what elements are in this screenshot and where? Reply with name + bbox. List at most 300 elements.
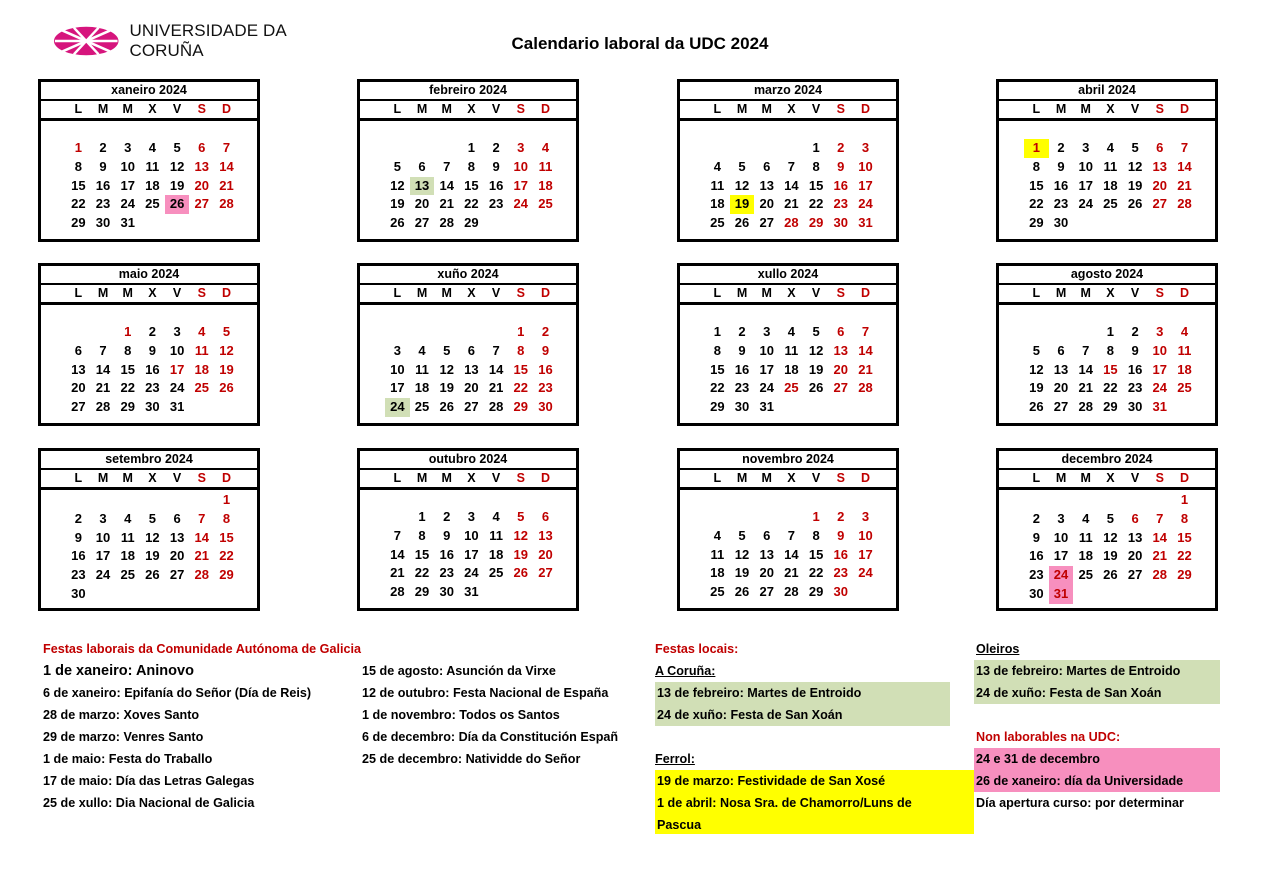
day-cell: 25	[784, 380, 799, 396]
day-cell: 15	[808, 546, 824, 562]
day-cell: 31	[858, 215, 873, 231]
day-cell: 5	[148, 510, 157, 526]
day-cell: 18	[784, 361, 799, 377]
day-cell: 1	[812, 140, 820, 155]
day-cell: 18	[1177, 361, 1192, 377]
weekday-header	[360, 470, 576, 490]
oleiros-item: 24 de xuño: Festa de San Xoán	[974, 682, 1220, 704]
empty-cell	[730, 139, 755, 158]
weekday-label: M	[736, 286, 748, 300]
galicia-item: 1 de xaneiro: Aninovo	[43, 663, 194, 679]
ferrol-item	[655, 792, 974, 834]
weekday-label: X	[1106, 471, 1115, 485]
day-cell: 8	[467, 158, 476, 174]
month-name: marzo 2024	[680, 82, 896, 101]
day-cell: 18	[1103, 177, 1118, 193]
day-cell: 9	[837, 527, 845, 543]
day-cell: 21	[784, 196, 799, 212]
day-cell: 12	[734, 177, 750, 193]
day-cell: 7	[222, 140, 231, 155]
day-cell: 8	[74, 158, 82, 174]
day-cell: 22	[808, 196, 824, 212]
day-cell: 4	[418, 342, 426, 358]
empty-cell	[1049, 323, 1074, 342]
day-cell: 1	[517, 324, 525, 339]
days-grid	[41, 121, 257, 233]
day-cell: 29	[513, 399, 529, 415]
weekday-label: D	[540, 102, 550, 116]
weekday-label: D	[1179, 102, 1189, 116]
day-cell: 4	[198, 324, 206, 339]
weekday-header	[999, 470, 1215, 490]
day-cell: 2	[443, 509, 451, 524]
day-cell: 29	[414, 584, 430, 600]
weekday-label: S	[516, 102, 525, 116]
day-cell: 10	[120, 158, 135, 174]
day-cell: 4	[713, 158, 721, 174]
day-cell: 20	[759, 196, 774, 212]
day-cell: 6	[1156, 140, 1164, 155]
day-cell: 8	[812, 527, 820, 543]
day-cell: 5	[1131, 140, 1139, 155]
day-cell: 27	[169, 567, 185, 583]
day-cell: 23	[439, 565, 454, 581]
days-grid	[999, 490, 1215, 604]
day-cell: 30	[71, 585, 86, 601]
day-cell: 10	[169, 342, 185, 358]
day-cell: 30	[833, 215, 849, 231]
galicia-holidays	[43, 638, 361, 814]
weekday-label: M	[122, 286, 133, 300]
days-grid	[41, 490, 257, 604]
day-cell: 20	[759, 565, 774, 581]
day-cell: 27	[759, 584, 774, 600]
day-cell: 15	[219, 529, 234, 545]
galicia-holidays-col2	[362, 660, 632, 770]
day-cell: 22	[464, 196, 479, 212]
day-cell: 29	[808, 584, 824, 600]
day-cell: 3	[861, 140, 870, 155]
day-cell: 3	[763, 324, 771, 339]
weekday-label: D	[221, 471, 231, 485]
day-cell: 30	[95, 215, 111, 231]
day-cell: 25	[1078, 567, 1093, 583]
weekday-label: D	[540, 286, 550, 300]
day-cell: 1	[418, 509, 426, 524]
day-cell: 8	[812, 158, 820, 174]
day-cell: 29	[808, 215, 824, 231]
day-cell: 29	[120, 399, 135, 415]
weekday-label: M	[1080, 286, 1091, 300]
day-cell: 3	[1057, 510, 1065, 526]
day-cell: 26	[145, 567, 160, 583]
empty-cell	[1073, 323, 1098, 342]
day-cell: 7	[443, 158, 451, 174]
empty-cell	[1123, 491, 1148, 510]
day-cell: 23	[95, 196, 111, 212]
weekday-label: L	[74, 102, 83, 116]
weekday-label: M	[761, 102, 772, 116]
month-name: xaneiro 2024	[41, 82, 257, 101]
month-calendar	[357, 263, 579, 426]
day-cell: 12	[1127, 158, 1143, 174]
weekday-label: D	[860, 102, 870, 116]
day-cell: 2	[837, 509, 845, 524]
month-name: febreiro 2024	[360, 82, 576, 101]
weekday-label: M	[441, 471, 452, 485]
galicia-item: 6 de xaneiro: Epifanía do Señor (Día de Reis)	[43, 686, 312, 700]
month-calendar	[677, 263, 899, 426]
day-cell: 4	[492, 509, 500, 524]
day-cell: 16	[833, 546, 849, 562]
day-cell: 12	[513, 527, 529, 543]
day-cell: 19	[219, 361, 234, 377]
day-cell: 26	[1127, 196, 1143, 212]
weekday-label: L	[393, 471, 402, 485]
day-cell: 18	[488, 546, 504, 562]
day-cell: 14	[95, 361, 111, 377]
day-cell: 2	[99, 140, 107, 155]
day-cell: 25	[145, 196, 160, 212]
day-cell: 3	[393, 342, 401, 358]
day-cell: 24	[759, 380, 774, 396]
day-cell: 22	[1029, 196, 1044, 212]
day-cell: 19	[1029, 380, 1044, 396]
weekday-label: L	[1032, 471, 1041, 485]
oleiros-udc-holidays	[974, 638, 1220, 814]
day-cell: 15	[1029, 177, 1044, 193]
day-cell: 10	[1152, 342, 1168, 358]
day-cell: 20	[1053, 380, 1069, 396]
day-cell: 17	[120, 177, 135, 193]
weekday-label: X	[787, 471, 796, 485]
weekday-label: V	[811, 102, 821, 116]
day-cell: 31	[120, 215, 135, 231]
day-cell: 18	[538, 177, 553, 193]
empty-cell	[91, 491, 116, 510]
day-cell: 21	[488, 380, 504, 396]
day-cell: 14	[194, 529, 210, 545]
day-cell: 11	[784, 342, 799, 358]
day-cell: 19	[1103, 548, 1118, 564]
day-cell: 28	[488, 399, 504, 415]
day-cell: 28	[784, 584, 799, 600]
day-cell: 19	[734, 565, 750, 581]
day-cell: 18	[414, 380, 430, 396]
day-cell: 4	[1106, 140, 1115, 155]
day-cell: 28	[219, 196, 234, 212]
day-cell: 21	[1078, 380, 1093, 396]
opening-note: Día apertura curso: por determinar	[976, 796, 1184, 810]
day-cell: 22	[120, 380, 135, 396]
galicia-item: 6 de decembro: Día da Constitución Españ	[362, 730, 619, 744]
page-title: Calendario laboral da UDC 2024	[511, 34, 769, 53]
day-cell: 28	[1177, 196, 1192, 212]
weekday-label: X	[467, 471, 476, 485]
day-cell: 19	[145, 548, 160, 564]
weekday-label: V	[172, 471, 182, 485]
day-cell: 10	[1053, 529, 1069, 545]
day-cell: 23	[1127, 380, 1143, 396]
day-cell: 5	[222, 324, 231, 339]
day-cell: 25	[488, 565, 504, 581]
day-cell: 13	[194, 158, 210, 174]
empty-cell	[1024, 491, 1049, 510]
day-cell: 27	[833, 380, 849, 396]
day-cell: 30	[439, 584, 454, 600]
day-cell: 2	[74, 510, 82, 526]
weekday-label: V	[172, 286, 182, 300]
day-cell: 23	[833, 196, 849, 212]
day-cell: 16	[734, 361, 750, 377]
day-cell: 30	[538, 399, 553, 415]
weekday-label: S	[1155, 286, 1164, 300]
galicia-item: 25 de decembro: Natividde do Señor	[362, 752, 581, 766]
day-cell: 3	[861, 509, 870, 524]
coruna-item: 13 de febreiro: Martes de Entroido	[655, 682, 950, 704]
day-cell: 15	[808, 177, 824, 193]
day-cell: 16	[439, 546, 454, 562]
day-cell: 16	[1053, 177, 1069, 193]
day-cell: 26	[734, 584, 750, 600]
day-cell: 15	[71, 177, 86, 193]
galicia-item: 28 de marzo: Xoves Santo	[43, 708, 200, 722]
day-cell: 7	[1082, 342, 1090, 358]
day-cell: 12	[734, 546, 750, 562]
weekday-label: M	[441, 286, 452, 300]
weekday-label: M	[736, 102, 748, 116]
day-cell: 20	[194, 177, 210, 193]
day-cell: 9	[443, 527, 451, 543]
weekday-label: M	[97, 102, 109, 116]
galicia-item: 12 de outubro: Festa Nacional de España	[362, 686, 609, 700]
weekday-header	[360, 285, 576, 305]
weekday-label: M	[1055, 102, 1067, 116]
month-name: abril 2024	[999, 82, 1215, 101]
day-cell: 13	[833, 342, 849, 358]
day-cell: 19	[513, 546, 529, 562]
day-cell: 29	[1177, 567, 1192, 583]
day-cell: 10	[464, 527, 479, 543]
empty-cell	[1049, 491, 1074, 510]
day-cell: 24	[1078, 196, 1093, 212]
day-cell: 22	[808, 565, 824, 581]
day-cell: 17	[858, 546, 873, 562]
ferrol-item: 19 de marzo: Festividade de San Xosé	[655, 770, 974, 792]
day-cell: 19	[169, 177, 185, 193]
day-cell: 12	[1029, 361, 1044, 377]
day-cell: 13	[759, 546, 774, 562]
day-cell: 23	[1053, 196, 1069, 212]
day-cell: 6	[198, 140, 206, 155]
day-cell: 13	[410, 177, 435, 196]
day-cell: 8	[713, 342, 721, 358]
day-cell: 14	[1177, 158, 1192, 174]
logo	[53, 21, 353, 60]
day-cell: 8	[222, 510, 231, 526]
weekday-header	[999, 101, 1215, 121]
day-cell: 22	[414, 565, 430, 581]
day-cell: 24	[464, 565, 479, 581]
day-cell: 30	[734, 399, 750, 415]
weekday-label: M	[1080, 471, 1091, 485]
weekday-label: M	[122, 471, 133, 485]
weekday-label: M	[1055, 286, 1067, 300]
day-cell: 2	[1032, 510, 1040, 526]
weekday-label: X	[148, 471, 157, 485]
weekday-header	[41, 285, 257, 305]
day-cell: 20	[464, 380, 479, 396]
day-cell: 20	[833, 361, 849, 377]
day-cell: 11	[710, 546, 725, 562]
day-cell: 6	[173, 510, 181, 526]
day-cell: 1	[124, 324, 132, 339]
day-cell: 25	[1177, 380, 1192, 396]
weekday-header	[680, 470, 896, 490]
day-cell: 12	[1103, 529, 1118, 545]
day-cell: 28	[95, 399, 111, 415]
month-calendar	[357, 448, 579, 611]
day-cell: 5	[738, 158, 746, 174]
day-cell: 21	[95, 380, 111, 396]
day-cell: 1	[1024, 139, 1049, 158]
month-calendar	[996, 448, 1218, 611]
day-cell: 14	[784, 177, 799, 193]
day-cell: 1	[74, 140, 82, 155]
day-cell: 24	[858, 565, 873, 581]
day-cell: 29	[710, 399, 725, 415]
day-cell: 5	[1032, 342, 1040, 358]
day-cell: 25	[1103, 196, 1118, 212]
weekday-label: X	[1106, 102, 1115, 116]
day-cell: 12	[219, 342, 234, 358]
weekday-label: V	[491, 286, 501, 300]
day-cell: 27	[1127, 567, 1143, 583]
day-cell: 20	[169, 548, 185, 564]
day-cell: 20	[1152, 177, 1168, 193]
day-cell: 3	[99, 510, 107, 526]
day-cell: 2	[1057, 140, 1065, 155]
day-cell: 8	[418, 527, 426, 543]
day-cell: 10	[858, 527, 873, 543]
day-cell: 10	[858, 158, 873, 174]
weekday-label: V	[811, 471, 821, 485]
day-cell: 20	[538, 546, 553, 562]
weekday-label: V	[1130, 102, 1140, 116]
day-cell: 20	[414, 196, 430, 212]
day-cell: 12	[808, 342, 824, 358]
day-cell: 16	[71, 548, 86, 564]
day-cell: 22	[71, 196, 86, 212]
days-grid	[360, 121, 576, 233]
day-cell: 26	[1029, 399, 1044, 415]
day-cell: 11	[194, 342, 209, 358]
udc-item: 26 de xaneiro: día da Universidade	[974, 770, 1220, 792]
day-cell: 9	[1032, 529, 1040, 545]
day-cell: 24	[120, 196, 135, 212]
day-cell: 5	[812, 324, 820, 339]
empty-cell	[115, 491, 140, 510]
day-cell: 13	[1152, 158, 1168, 174]
day-cell: 31	[464, 584, 479, 600]
weekday-label: M	[736, 471, 748, 485]
empty-cell	[140, 491, 165, 510]
weekday-label: L	[713, 102, 722, 116]
day-cell: 4	[713, 527, 721, 543]
weekday-label: D	[860, 471, 870, 485]
day-cell: 9	[492, 158, 500, 174]
day-cell: 12	[439, 361, 454, 377]
empty-cell	[434, 323, 459, 342]
empty-cell	[385, 139, 410, 158]
day-cell: 4	[148, 140, 157, 155]
day-cell: 3	[173, 324, 181, 339]
weekday-label: X	[787, 102, 796, 116]
day-cell: 23	[488, 196, 504, 212]
empty-cell	[1147, 491, 1172, 510]
weekday-label: S	[1155, 471, 1164, 485]
days-grid	[680, 121, 896, 233]
day-cell: 17	[390, 380, 405, 396]
day-cell: 18	[710, 196, 725, 212]
empty-cell	[165, 491, 190, 510]
day-cell: 27	[414, 215, 430, 231]
day-cell: 26	[513, 565, 529, 581]
day-cell: 26	[734, 215, 750, 231]
oleiros-title: Oleiros	[976, 642, 1020, 656]
galicia-item: 29 de marzo: Venres Santo	[43, 730, 204, 744]
empty-cell	[1073, 491, 1098, 510]
day-cell: 13	[169, 529, 185, 545]
day-cell: 21	[1177, 177, 1192, 193]
day-cell: 26	[439, 399, 454, 415]
day-cell: 16	[145, 361, 160, 377]
day-cell: 17	[513, 177, 529, 193]
day-cell: 14	[219, 158, 234, 174]
weekday-label: D	[1179, 286, 1189, 300]
day-cell: 4	[1082, 510, 1090, 526]
day-cell: 23	[833, 565, 849, 581]
day-cell: 15	[1177, 529, 1192, 545]
day-cell: 26	[165, 195, 190, 214]
day-cell: 7	[787, 527, 796, 543]
weekday-label: M	[761, 471, 772, 485]
empty-cell	[189, 491, 214, 510]
day-cell: 5	[443, 342, 451, 358]
day-cell: 14	[858, 342, 873, 358]
empty-cell	[779, 508, 804, 527]
empty-cell	[91, 323, 116, 342]
day-cell: 6	[467, 342, 476, 358]
day-cell: 28	[439, 215, 454, 231]
day-cell: 9	[541, 342, 550, 358]
galicia-item: 25 de xullo: Dia Nacional de Galicia	[43, 796, 255, 810]
day-cell: 29	[71, 215, 86, 231]
day-cell: 2	[148, 324, 157, 339]
weekday-label: L	[713, 471, 722, 485]
day-cell: 1	[1180, 492, 1189, 507]
day-cell: 27	[538, 565, 553, 581]
day-cell: 31	[759, 399, 774, 415]
weekday-label: D	[540, 471, 550, 485]
empty-cell	[754, 139, 779, 158]
day-cell: 9	[837, 158, 845, 174]
day-cell: 7	[492, 342, 500, 358]
day-cell: 3	[1156, 324, 1164, 339]
weekday-label: L	[393, 286, 402, 300]
day-cell: 27	[71, 399, 86, 415]
day-cell: 21	[858, 361, 873, 377]
